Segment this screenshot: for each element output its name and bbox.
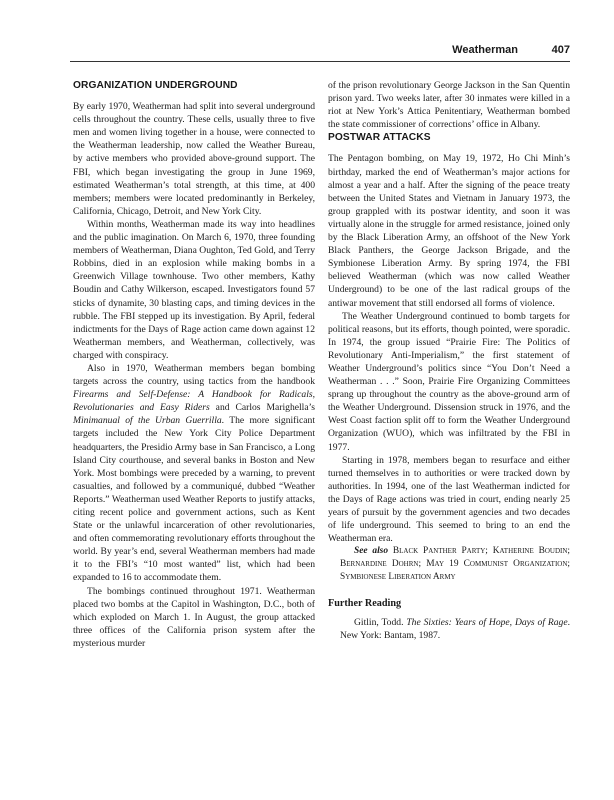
text-run: Also in 1970, Weatherman members began bombing targets across the country, using tactics from the handbook <box>73 362 315 388</box>
section-heading-organization-underground: ORGANIZATION UNDERGROUND <box>73 80 238 91</box>
running-title: Weatherman <box>452 44 518 56</box>
running-header <box>70 40 570 62</box>
paragraph: Starting in 1978, members began to resurface and either turned themselves in to authorities or were tracked down by authorities. In 1994, one of the last Weatherman indicted for the Days of Rage actions was tried in court, ending nearly 25 years of pursuit by the government agencies and two decades of life underground. This seemed to bring to an end the Weatherman era. <box>328 454 570 545</box>
paragraph: The Pentagon bombing, on May 19, 1972, Ho Chi Minh’s birthday, marked the end of Weatherman’s major actions for almost a year and a half. After the signing of the peace treaty between the United States and Vietnam in January 1973, the group grappled with its postwar identity, and soon it was virtually alone in the struggle for armed resistance, joined only by the Black Liberation Army, an offshoot of the New York Black Panthers, the George Jackson Brigade, and the Symbionese Liberation Army. By spring 1974, the FBI believed Weatherman (which was now called Weather Underground) to be one of the last radical groups of the antiwar movement that still endorsed all forms of violence. <box>328 153 570 309</box>
text-run: and Carlos Marighella’s <box>209 402 315 414</box>
text-run: . The more significant targets included the New York City Police Department headquarters, the Presidio Army base in San Francisco, a Long Island City courthouse, and several banks in Boston and New York. Most bombings were preceded by a warning, to prevent casualties, and followed by a communiqué, dubbed “Weather Reports.” Weatherman used Weather Reports to justify attacks, citing recent police and government actions, such as Kent State or the unlawful incarceration of other revolutionaries, and often commemorating revolutionary efforts throughout the world. By year’s end, several Weatherman members had made it to the FBI’s “10 most wanted” list, which had been expanded to 16 to accommodate them. <box>73 415 315 584</box>
right-column <box>328 79 570 643</box>
see-also-references: Black Panther Party; Katherine Boudin; Bernardine Dohrn; May 19 Communist Organization; Symbionese Liberation Army <box>340 546 570 583</box>
reading-publisher: . New York: Bantam, 1987. <box>340 617 570 642</box>
reading-author: Gitlin, Todd. <box>354 617 407 629</box>
paragraph: By early 1970, Weatherman had split into several underground cells throughout the country. These cells, usually three to five men and women living together in a house, were connected to the Weatherman leadership, now called the Weather Bureau, by active members who provided above-ground support. The FBI, which began investigating the group in June 1969, estimated Weatherman’s total strength, at this time, at 400 members; members were located predominantly in Berkeley, California, Chicago, Detroit, and New York City. <box>73 101 315 217</box>
left-column <box>73 79 315 650</box>
paragraph: The Weather Underground continued to bomb targets for political reasons, but its efforts, though pointed, were sporadic. In 1974, the group issued “Prairie Fire: The Politics of Revolutionary Anti-Imperialism,” the first statement of Weather Underground’s politics since “You Don’t Need a Weatherman . . .” Soon, Prairie Fire Organizing Committees sprang up throughout the country as the above-ground arm of the Weather Underground. Dissension struck in 1976, and the West Coast faction split off to form the Weather Underground Organization (WUO), which was infiltrated by the FBI in 1977. <box>328 310 570 453</box>
page-number: 407 <box>551 44 570 56</box>
section-heading-postwar-attacks: POSTWAR ATTACKS <box>328 132 431 144</box>
see-also <box>328 545 570 584</box>
see-also-label: See also <box>354 546 389 557</box>
paragraph <box>73 362 315 585</box>
book-title: Firearms and Self-Defense: A Handbook for Radicals, Revolutionaries and Easy Riders <box>73 389 315 414</box>
paragraph: Within months, Weatherman made its way into headlines and the public imagination. On March 6, 1970, three founding members of Weatherman, Diana Oughton, Ted Gold, and Terry Robbins, died in an explosion while making bombs in a Greenwich Village townhouse. Two other members, Kathy Boudin and Cathy Wilkerson, escaped. Investigators found 57 sticks of dynamite, 30 blasting caps, and timing devices in the rubble. The FBI stepped up its investigation. By April, federal indictments for the Days of Rage action came down against 12 Weatherman members, and Weatherman, collectively, was charged with conspiracy. <box>73 218 315 361</box>
reading-title: The Sixties: Years of Hope, Days of Rage <box>406 617 568 629</box>
further-reading-heading: Further Reading <box>328 598 402 610</box>
further-reading-entry <box>328 616 570 642</box>
paragraph-continued: of the prison revolutionary George Jackson in the San Quentin prison yard. Two weeks later, after 30 inmates were killed in a riot at New York’s Attica Penitentiary, Weatherman bombed the state commissioner of corrections’ office in Albany. <box>328 80 570 131</box>
header-rule <box>70 61 570 62</box>
book-title: Minimanual of the Urban Guerrilla <box>73 415 222 427</box>
paragraph: The bombings continued throughout 1971. Weatherman placed two bombs at the Capitol in Washington, D.C., both of which exploded on March 1. In August, the group attacked three offices of the California prison system after the mysterious murder <box>73 585 315 649</box>
